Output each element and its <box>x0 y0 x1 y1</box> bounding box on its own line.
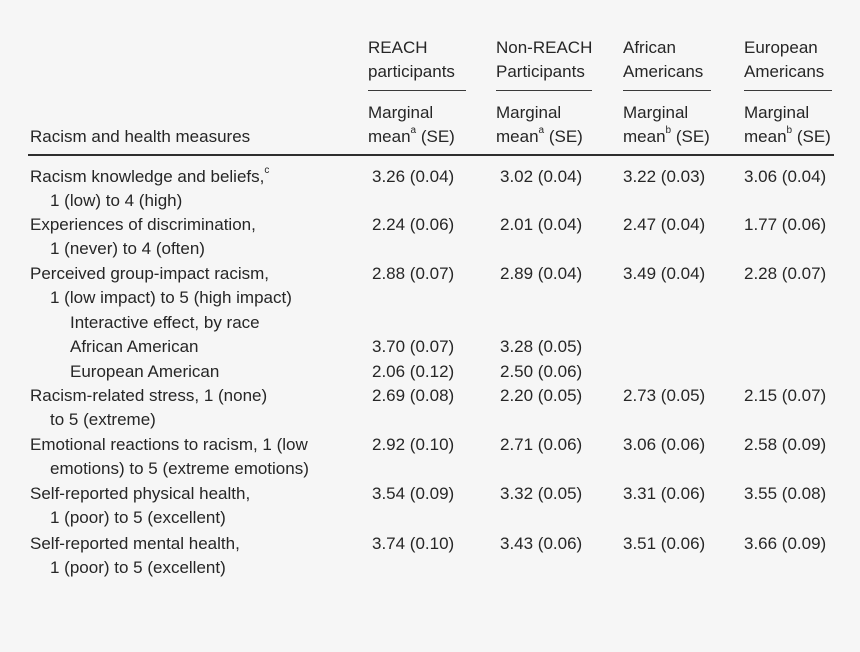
col-header-nonreach-line2: Participants <box>496 62 585 81</box>
footnote-marker: b <box>786 125 793 137</box>
table-cell: 2.58 (0.09) <box>744 435 827 454</box>
table-cell: 3.22 (0.03) <box>623 167 706 186</box>
table-cell: 2.28 (0.07) <box>744 264 827 283</box>
row-label-scale: 1 (low impact) to 5 (high impact) <box>50 288 292 307</box>
row-sublabel: African American <box>70 337 199 356</box>
col-stat-line2: mean$^b$ (SE) <box>744 125 831 146</box>
row-label: Racism knowledge and beliefs,$^c$ <box>30 165 270 186</box>
col-group-rule <box>496 90 592 91</box>
table-cell: 2.15 (0.07) <box>744 386 827 405</box>
table-cell: 2.73 (0.05) <box>623 386 706 405</box>
col-group-rule <box>368 90 466 91</box>
table-cell: 3.32 (0.05) <box>500 484 583 503</box>
col-header-reach-line2: participants <box>368 62 455 81</box>
row-label: Experiences of discrimination, <box>30 215 256 234</box>
col-stat-line2: mean$^a$ (SE) <box>368 125 455 146</box>
row-label: Racism-related stress, 1 (none) <box>30 386 268 405</box>
table-cell: 3.55 (0.08) <box>744 484 827 503</box>
col-header-african-line1: African <box>623 38 676 57</box>
footnote-marker: a <box>538 125 545 137</box>
table-cell: 2.88 (0.07) <box>372 264 455 283</box>
row-sublabel: Interactive effect, by race <box>70 313 260 332</box>
table-cell: 2.69 (0.08) <box>372 386 455 405</box>
row-header: Racism and health measures <box>30 127 251 146</box>
table-cell: 3.06 (0.06) <box>623 435 706 454</box>
row-label-scale: 1 (never) to 4 (often) <box>50 239 205 258</box>
row-label: Self-reported physical health, <box>30 484 251 503</box>
col-stat-line1: Marginal <box>623 103 689 122</box>
header-rule <box>28 154 834 156</box>
table-cell: 3.02 (0.04) <box>500 167 583 186</box>
col-group-rule <box>744 90 832 91</box>
table-cell: 3.54 (0.09) <box>372 484 455 503</box>
row-label-scale: 1 (low) to 4 (high) <box>50 191 183 210</box>
table-cell: 3.66 (0.09) <box>744 534 827 553</box>
col-stat-line1: Marginal <box>744 103 810 122</box>
col-header-european-line2: Americans <box>744 62 825 81</box>
table-cell: 3.31 (0.06) <box>623 484 706 503</box>
table-cell: 2.06 (0.12) <box>372 362 455 381</box>
table-cell: 2.24 (0.06) <box>372 215 455 234</box>
table-cell: 2.47 (0.04) <box>623 215 706 234</box>
table-cell: 3.70 (0.07) <box>372 337 455 356</box>
table-cell: 3.06 (0.04) <box>744 167 827 186</box>
col-stat-line1: Marginal <box>368 103 434 122</box>
table-cell: 3.74 (0.10) <box>372 534 455 553</box>
table-cell: 3.51 (0.06) <box>623 534 706 553</box>
table-cell: 2.01 (0.04) <box>500 215 583 234</box>
row-label-scale: to 5 (extreme) <box>50 410 156 429</box>
row-label-scale: 1 (poor) to 5 (excellent) <box>50 558 226 577</box>
row-label: Self-reported mental health, <box>30 534 240 553</box>
table-cell: 3.28 (0.05) <box>500 337 583 356</box>
table-cell: 2.20 (0.05) <box>500 386 583 405</box>
footnote-marker: b <box>665 125 672 137</box>
row-sublabel: European American <box>70 362 220 381</box>
row-label: Emotional reactions to racism, 1 (low <box>30 435 308 454</box>
table-cell: 2.92 (0.10) <box>372 435 455 454</box>
table-cell: 2.50 (0.06) <box>500 362 583 381</box>
table-cell: 3.26 (0.04) <box>372 167 455 186</box>
col-stat-line1: Marginal <box>496 103 562 122</box>
table-cell: 3.43 (0.06) <box>500 534 583 553</box>
footnote-marker: a <box>410 125 417 137</box>
col-group-rule <box>623 90 711 91</box>
table-cell: 3.49 (0.04) <box>623 264 706 283</box>
footnote-marker: c <box>264 165 270 177</box>
col-header-european-line1: European <box>744 38 818 57</box>
row-label-scale: emotions) to 5 (extreme emotions) <box>50 459 309 478</box>
col-header-reach-line1: REACH <box>368 38 428 57</box>
col-stat-line2: mean$^a$ (SE) <box>496 125 583 146</box>
table-cell: 2.71 (0.06) <box>500 435 583 454</box>
row-label-scale: 1 (poor) to 5 (excellent) <box>50 508 226 527</box>
row-label: Perceived group-impact racism, <box>30 264 270 283</box>
col-header-african-line2: Americans <box>623 62 704 81</box>
table-cell: 1.77 (0.06) <box>744 215 827 234</box>
table-cell: 2.89 (0.04) <box>500 264 583 283</box>
col-stat-line2: mean$^b$ (SE) <box>623 125 710 146</box>
col-header-nonreach-line1: Non-REACH <box>496 38 593 57</box>
